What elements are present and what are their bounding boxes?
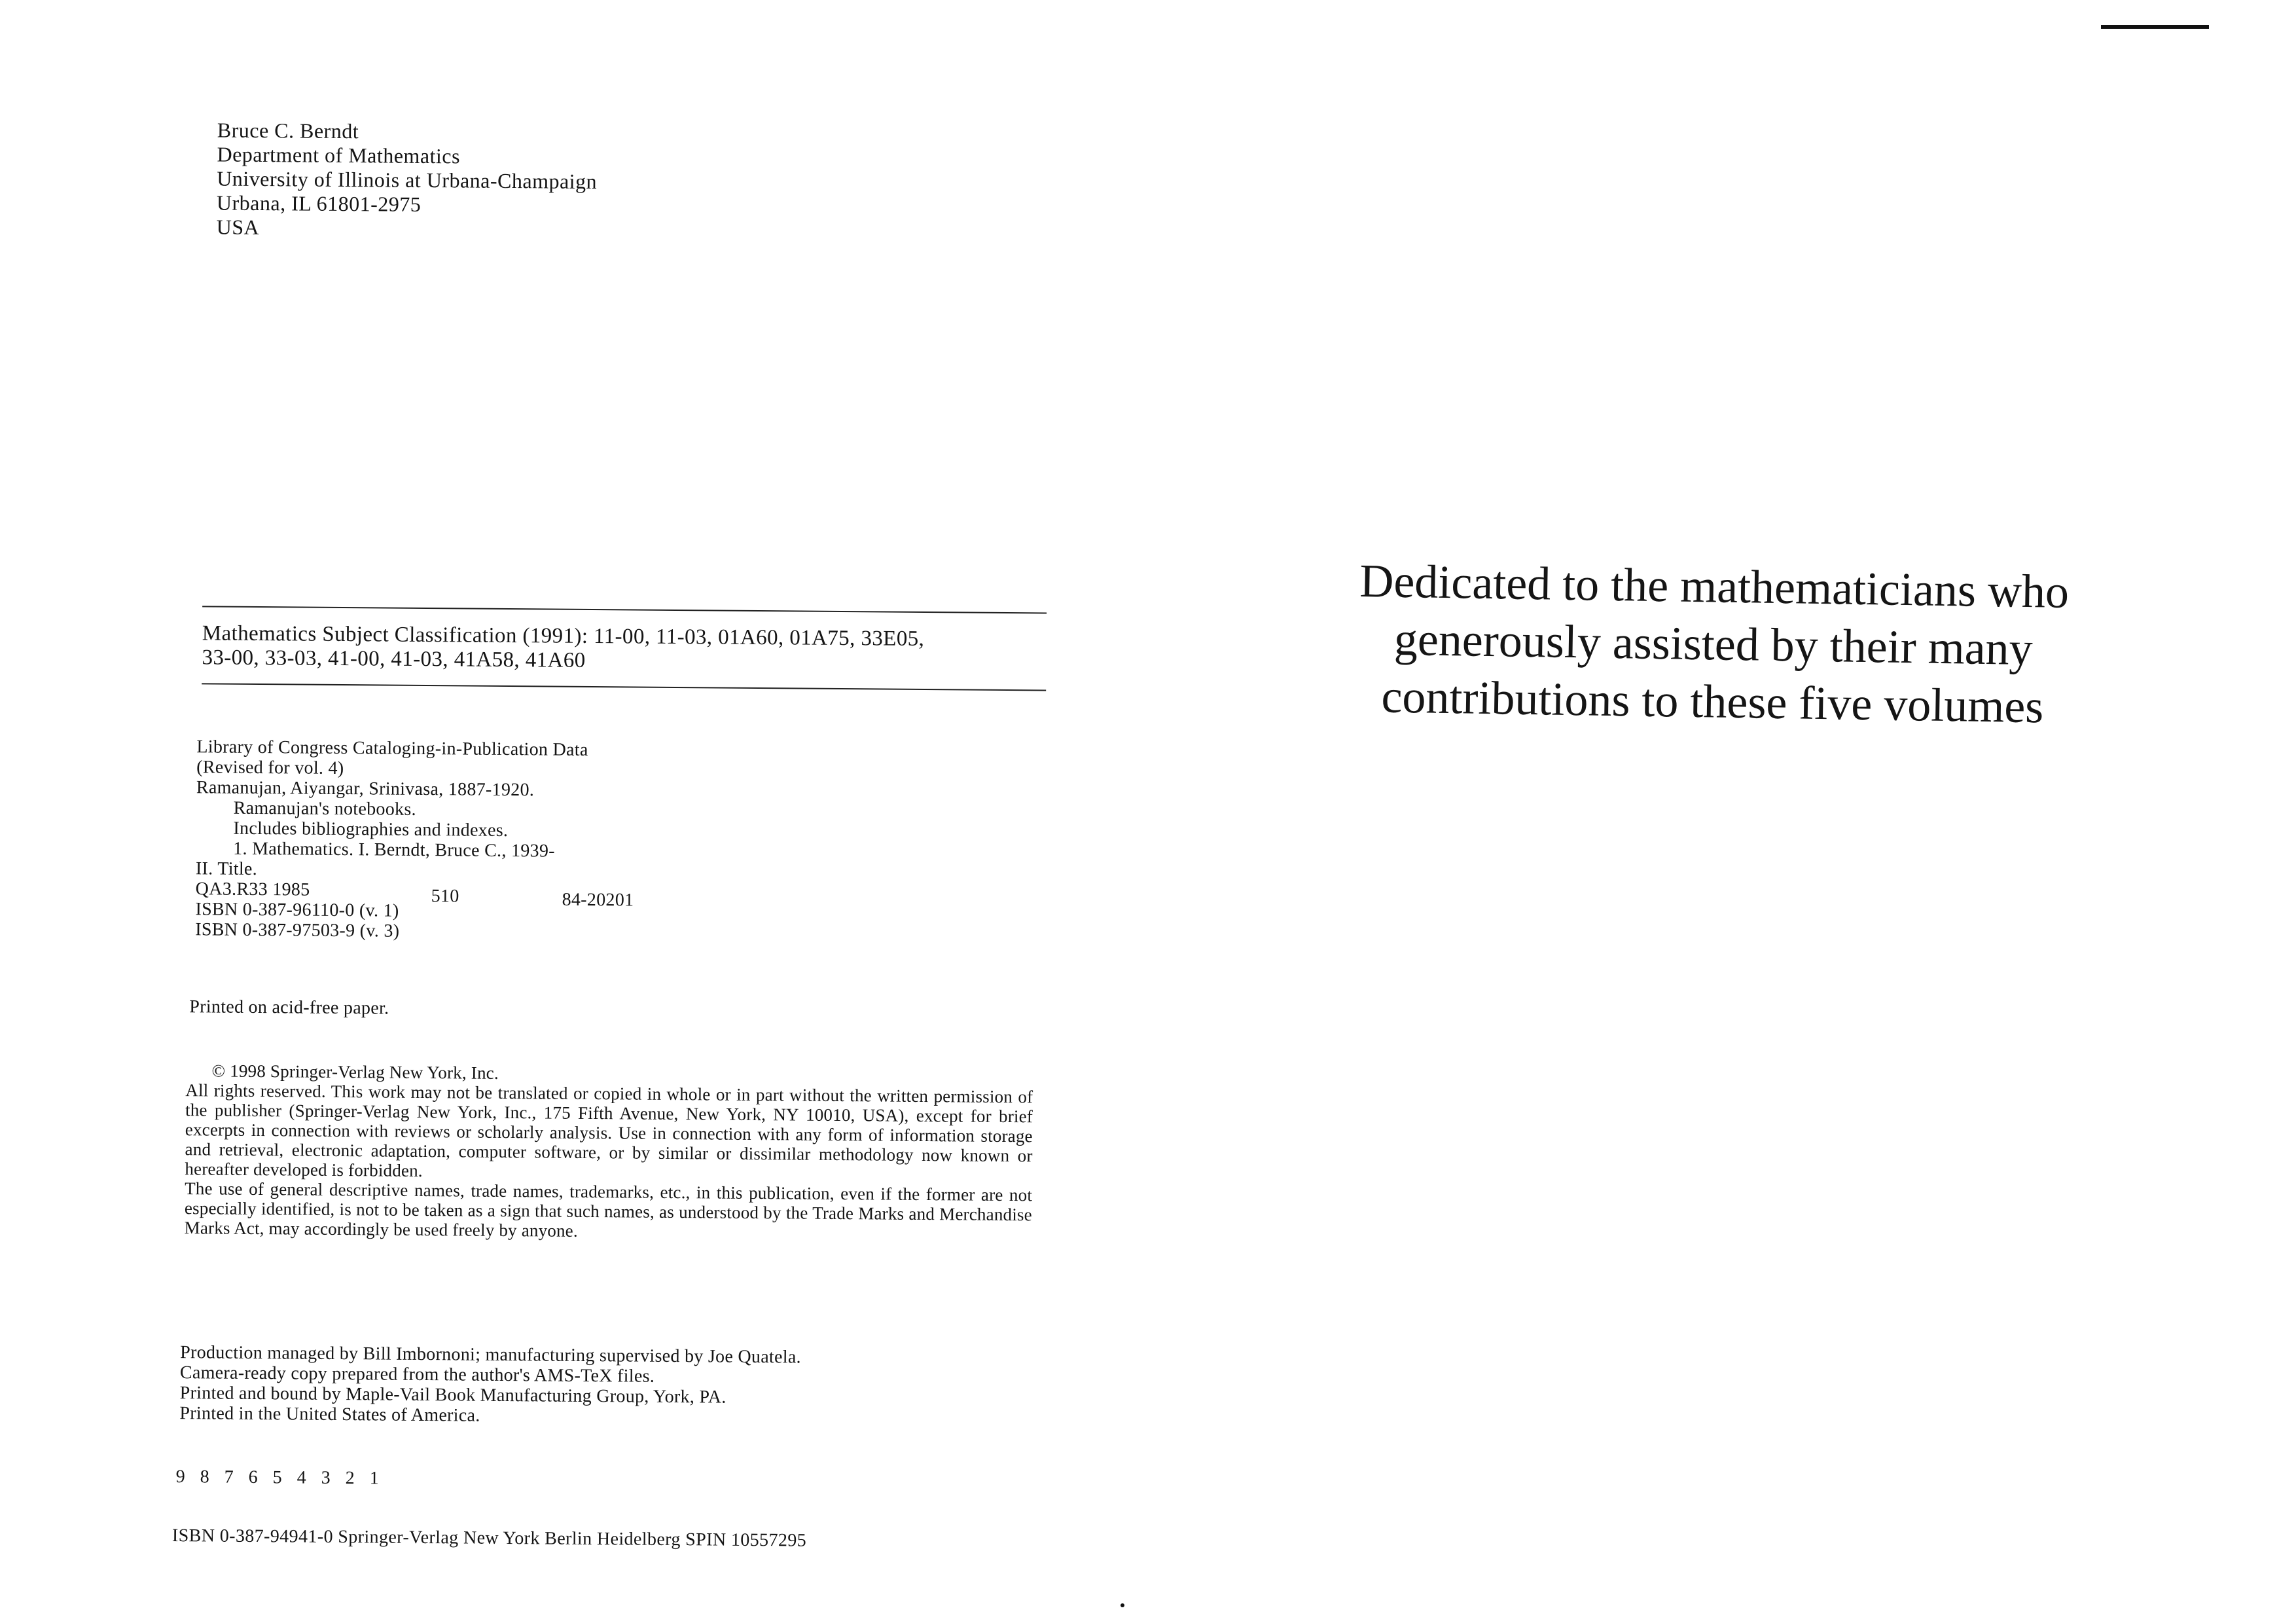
author-department: Department of Mathematics [217,142,461,168]
cip-lccn: 84-20201 [562,889,634,911]
dedication-line-3: contributions to these five volumes [1380,670,2044,733]
rights-paragraph: All rights reserved. This work may not be translated or copied in whole or in part without the written permission of the publisher (Springer-Verlag New York, Inc., 175 Fifth Avenue, New York, NY 10010, USA), except for brief excerpts in connection with reviews or scholarly analysis. Use in connection with any form of information storage and retrieval, electronic adaptation, computer software, or by similar or dissimilar methodology now known or hereafter developed is forbidden. [185,1080,1033,1181]
author-university: University of Illinois at Urbana-Champaign [217,166,598,194]
dedication-line-1: Dedicated to the mathematicians who [1359,554,2070,618]
copyright-line: © 1998 Springer-Verlag New York, Inc. [211,1061,499,1083]
msc-line-2: 33-00, 33-03, 41-00, 41-03, 41A58, 41A60 [202,646,586,672]
dedication-line-2: generously assisted by their many [1393,612,2034,676]
top-right-rule [2101,25,2209,29]
cip-title-line: II. Title. [195,858,258,880]
cataloging-data [195,737,635,943]
isbn-spin-line: ISBN 0-387-94941-0 Springer-Verlag New York Berlin Heidelberg SPIN 10557295 [171,1525,807,1551]
cip-revised: (Revised for vol. 4) [196,757,344,779]
cip-header: Library of Congress Cataloging-in-Publication Data [196,737,588,760]
acid-free-note: Printed on acid-free paper. [189,996,389,1019]
production-printed-in: Printed in the United States of America. [179,1403,480,1426]
dedication [1234,550,2193,738]
printing-line: 9 8 7 6 5 4 3 2 1 [175,1467,384,1489]
cip-isbn-v3: ISBN 0-387-97503-9 (v. 3) [195,919,400,941]
author-city: Urbana, IL 61801-2975 [216,191,422,216]
author-address [217,118,598,242]
subject-classification [202,606,1047,691]
cip-entry: Ramanujan, Aiyangar, Srinivasa, 1887-1920. [196,777,535,801]
cip-includes: Includes bibliographies and indexes. [233,818,509,841]
copyright-page [171,118,1080,1551]
production-managed: Production managed by Bill Imbornoni; manufacturing supervised by Joe Quatela. [180,1342,802,1368]
cip-subjects: 1. Mathematics. I. Berndt, Bruce C., 1939- [233,838,555,862]
production-credits [179,1342,801,1428]
cip-dewey: 510 [431,886,459,907]
author-country: USA [216,215,260,239]
author-name: Bruce C. Berndt [217,118,359,143]
production-camera: Camera-ready copy prepared from the author's AMS-TeX files. [179,1362,655,1387]
cip-call-number: QA3.R33 1985 [195,879,310,900]
production-printed-bound: Printed and bound by Maple-Vail Book Manufacturing Group, York, PA. [179,1383,726,1408]
copyright-notice [185,1061,1033,1244]
stray-mark [1121,1603,1124,1607]
cip-isbn-v1: ISBN 0-387-96110-0 (v. 1) [195,899,399,921]
msc-line-1: Mathematics Subject Classification (1991): 11-00, 11-03, 01A60, 01A75, 33E05, [202,621,925,651]
cip-title: Ramanujan's notebooks. [233,797,417,820]
trademarks-paragraph: The use of general descriptive names, trade names, trademarks, etc., in this publication, even if the former are not especially identified, is not to be taken as a sign that such names, as understood by the Trade Marks and Merchandise Marks Act, may accordingly be used freely by anyone. [184,1178,1033,1241]
